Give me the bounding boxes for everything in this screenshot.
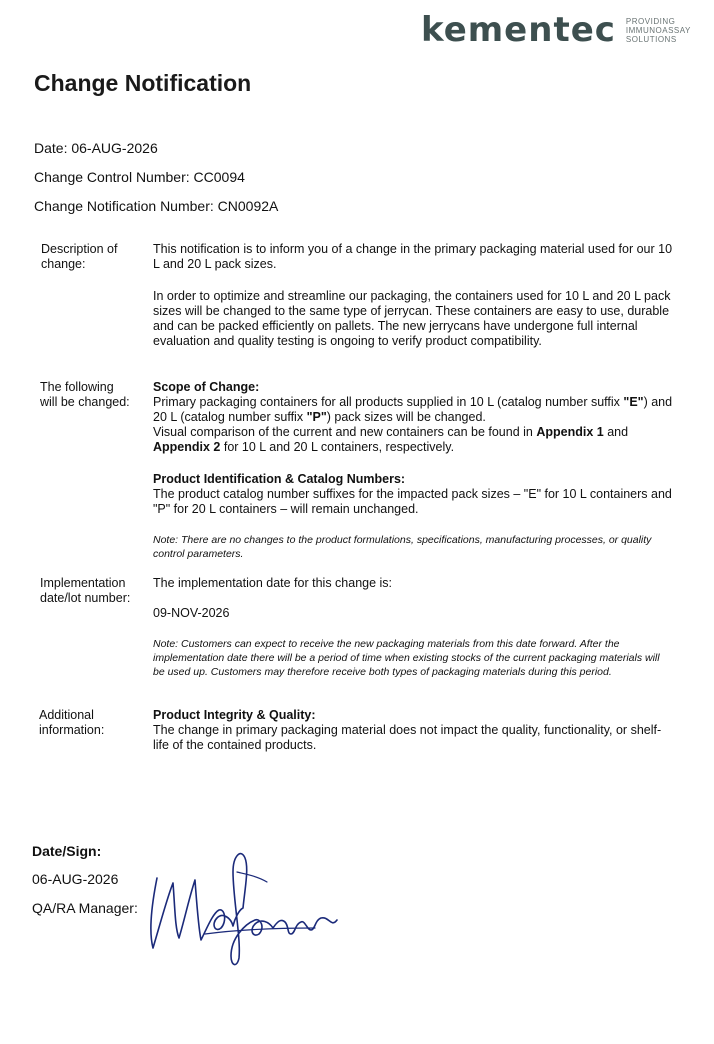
logo-tagline-line: IMMUNOASSAY — [625, 25, 691, 35]
catalog-text: The product catalog number suffixes for the impacted pack sizes – "E" for 10 L containers and "P" for 20 L containers – will remain unchanged. — [153, 487, 672, 516]
additional-section — [153, 708, 673, 753]
implementation-label: Implementation date/lot number: — [40, 576, 131, 605]
scope-text-part: and — [603, 425, 629, 439]
scope-text-part: for 10 L and 20 L containers, respectively. — [220, 440, 455, 454]
change-notification-number: Change Notification Number: CN0092A — [34, 198, 279, 214]
description-label: Description of change: — [41, 242, 118, 271]
company-logo — [421, 10, 691, 50]
signoff-role: QA/RA Manager: — [32, 900, 138, 916]
catalog-section — [153, 472, 673, 517]
logo-tagline-line: PROVIDING — [625, 16, 676, 26]
appendix-1-ref: Appendix 1 — [536, 425, 604, 439]
signature-image — [145, 838, 345, 973]
catalog-heading: Product Identification & Catalog Numbers: — [153, 472, 406, 486]
implementation-date: 09-NOV-2026 — [153, 606, 230, 620]
appendix-2-ref: Appendix 2 — [153, 440, 221, 454]
scope-text-part: ) pack sizes will be changed. — [326, 410, 486, 424]
suffix-p: "P" — [306, 410, 327, 424]
logo-tagline-line: SOLUTIONS — [625, 34, 677, 44]
scope-section — [153, 380, 673, 455]
integrity-text: The change in primary packaging material does not impact the quality, functionality, or shelf-life of the contained products. — [153, 723, 662, 752]
scope-heading: Scope of Change: — [153, 380, 260, 394]
formulation-note: Note: There are no changes to the product formulations, specifications, manufacturing processes, or quality control parameters. — [153, 534, 652, 560]
signoff-date: 06-AUG-2026 — [32, 871, 119, 887]
document-date: Date: 06-AUG-2026 — [34, 140, 158, 156]
description-paragraph: In order to optimize and streamline our packaging, the containers used for 10 L and 20 L pack sizes will be changed to the same type of jerrycan. These containers are easy to use, durable and can be packed efficiently on pallets. The new jerrycans have undergone full internal evaluation and quality testing is ongoing to verify product compatibility. — [153, 289, 671, 348]
description-text-2 — [153, 289, 673, 349]
scope-text-part: ) and 20 L (catalog number suffix — [153, 395, 673, 424]
logo-wordmark: kementec — [421, 10, 616, 50]
signoff-heading: Date/Sign: — [32, 843, 102, 859]
scope-text — [153, 395, 673, 425]
scope-text-part: Visual comparison of the current and new containers can be found in — [153, 425, 537, 439]
implementation-note: Note: Customers can expect to receive the new packaging materials from this date forward. After the implementation date there will be a period of time when existing stocks of the current packaging materials will be used up. Customers may therefore receive both types of packaging materials during this period. — [153, 638, 660, 678]
logo-tagline — [626, 17, 691, 44]
additional-label: Additional information: — [39, 708, 105, 737]
scope-text-part: Primary packaging containers for all products supplied in 10 L (catalog number suffix — [153, 395, 624, 409]
implementation-text: The implementation date for this change is: — [153, 576, 393, 590]
changed-label: The following will be changed: — [40, 380, 130, 409]
description-text-1 — [153, 242, 673, 272]
suffix-e: "E" — [623, 395, 644, 409]
scope-appendix-text — [153, 425, 673, 455]
page-title: Change Notification — [34, 70, 252, 96]
change-control-number: Change Control Number: CC0094 — [34, 169, 245, 185]
integrity-heading: Product Integrity & Quality: — [153, 708, 316, 722]
description-paragraph: This notification is to inform you of a change in the primary packaging material used for our 10 L and 20 L pack sizes. — [153, 242, 673, 271]
